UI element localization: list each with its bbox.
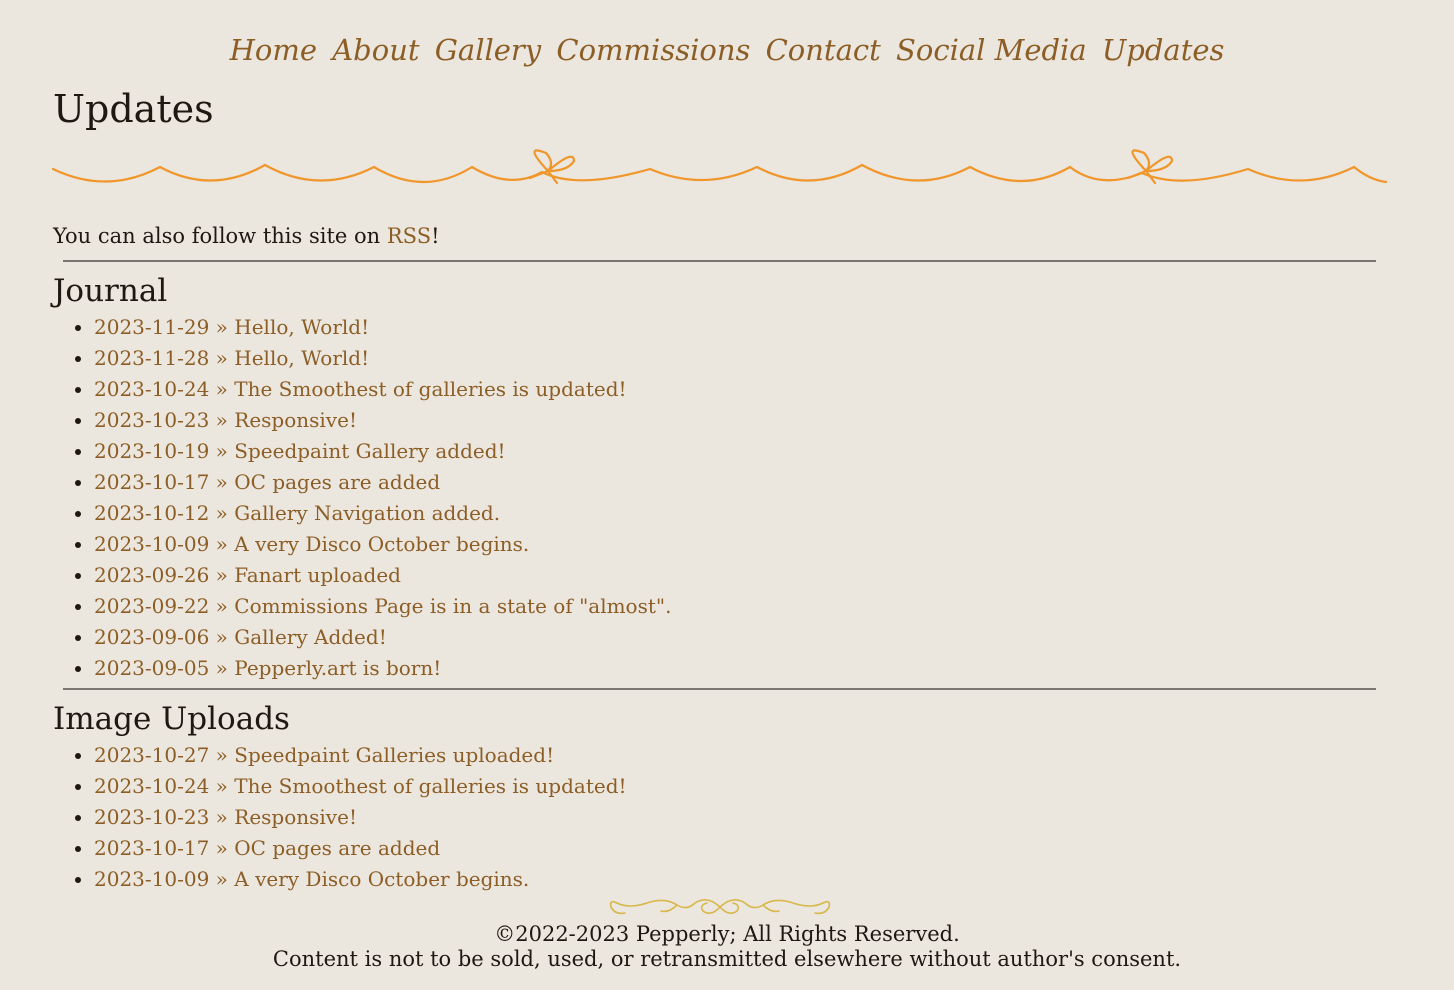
journal-entry-link[interactable]: 2023-09-22 » Commissions Page is in a state of "almost". — [94, 594, 672, 618]
journal-entry-link[interactable]: 2023-10-19 » Speedpaint Gallery added! — [94, 439, 506, 463]
list-item — [94, 653, 671, 684]
list-item — [94, 591, 671, 622]
divider-line — [63, 688, 1376, 690]
upload-entry-link[interactable]: 2023-10-23 » Responsive! — [94, 805, 357, 829]
list-item — [94, 405, 671, 436]
journal-heading: Journal — [53, 273, 168, 309]
list-item — [94, 467, 671, 498]
journal-entry-link[interactable]: 2023-11-28 » Hello, World! — [94, 346, 370, 370]
journal-entry-link[interactable]: 2023-09-26 » Fanart uploaded — [94, 563, 401, 587]
journal-entry-link[interactable]: 2023-09-05 » Pepperly.art is born! — [94, 656, 442, 680]
nav-home[interactable]: Home — [229, 33, 318, 67]
nav-about[interactable]: About — [332, 33, 420, 67]
journal-entry-link[interactable]: 2023-10-17 » OC pages are added — [94, 470, 441, 494]
list-item — [94, 740, 627, 771]
list-item — [94, 498, 671, 529]
journal-entry-link[interactable]: 2023-10-09 » A very Disco October begins. — [94, 532, 530, 556]
list-item — [94, 622, 671, 653]
journal-list — [53, 312, 671, 684]
rss-suffix: ! — [431, 224, 440, 248]
list-item — [94, 436, 671, 467]
journal-entry-link[interactable]: 2023-10-24 » The Smoothest of galleries is updated! — [94, 377, 627, 401]
copyright-text: ©2022-2023 Pepperly; All Rights Reserved. — [494, 922, 960, 946]
image-uploads-list — [53, 740, 627, 895]
nav-updates[interactable]: Updates — [1101, 33, 1225, 67]
list-item — [94, 560, 671, 591]
nav-gallery[interactable]: Gallery — [434, 33, 542, 67]
image-uploads-heading: Image Uploads — [53, 701, 290, 737]
ribbon-divider — [52, 145, 1388, 190]
footer — [0, 922, 1454, 972]
journal-entry-link[interactable]: 2023-10-23 » Responsive! — [94, 408, 357, 432]
nav-commissions[interactable]: Commissions — [556, 33, 751, 67]
content-notice: Content is not to be sold, used, or retransmitted elsewhere without author's consent. — [272, 947, 1182, 971]
upload-entry-link[interactable]: 2023-10-17 » OC pages are added — [94, 836, 441, 860]
list-item — [94, 343, 671, 374]
divider-line — [63, 260, 1376, 262]
journal-entry-link[interactable]: 2023-09-06 » Gallery Added! — [94, 625, 387, 649]
page-title: Updates — [53, 87, 214, 131]
nav-social-media[interactable]: Social Media — [896, 33, 1087, 67]
journal-entry-link[interactable]: 2023-10-12 » Gallery Navigation added. — [94, 501, 501, 525]
upload-entry-link[interactable]: 2023-10-09 » A very Disco October begins. — [94, 867, 530, 891]
journal-entry-link[interactable]: 2023-11-29 » Hello, World! — [94, 315, 370, 339]
list-item — [94, 833, 627, 864]
rss-notice — [53, 222, 440, 250]
list-item — [94, 374, 671, 405]
nav-contact[interactable]: Contact — [765, 33, 881, 67]
list-item — [94, 771, 627, 802]
list-item — [94, 312, 671, 343]
flourish-ornament-icon — [607, 893, 833, 921]
list-item — [94, 802, 627, 833]
upload-entry-link[interactable]: 2023-10-24 » The Smoothest of galleries is updated! — [94, 774, 627, 798]
upload-entry-link[interactable]: 2023-10-27 » Speedpaint Galleries uploaded! — [94, 743, 555, 767]
list-item — [94, 529, 671, 560]
main-nav — [0, 30, 1454, 70]
rss-prefix: You can also follow this site on — [53, 224, 387, 248]
list-item — [94, 864, 627, 895]
rss-link[interactable]: RSS — [386, 224, 432, 248]
